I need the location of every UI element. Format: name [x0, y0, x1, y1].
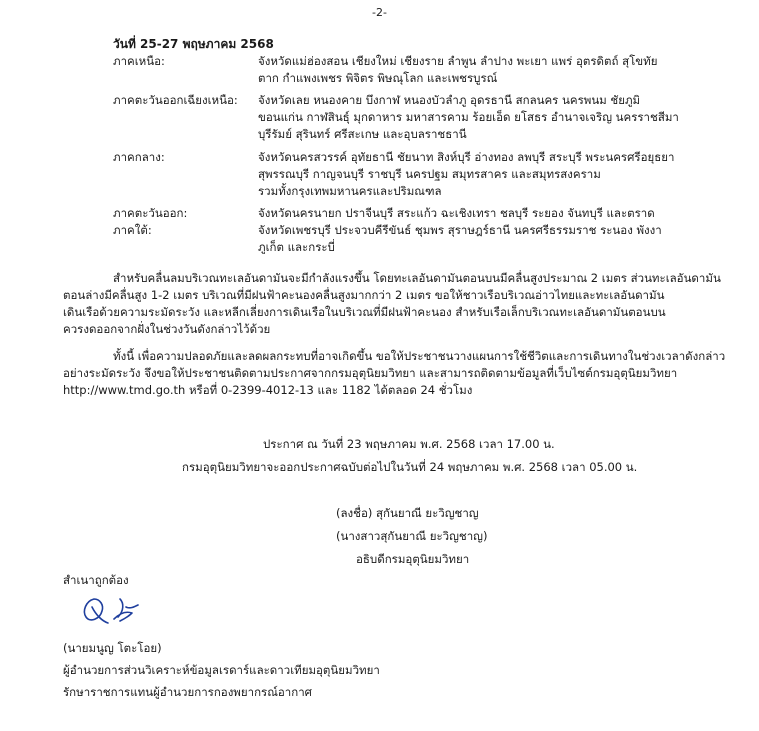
announcement-next: กรมอุตุนิยมวิทยาจะออกประกาศฉบับต่อไปในวันที่ 24 พฤษภาคม พ.ศ. 2568 เวลา 05.00 น.: [182, 460, 638, 474]
region-provinces-northeast: [258, 92, 679, 143]
region-label-south: ภาคใต้:: [113, 223, 152, 237]
region-label-north: ภาคเหนือ:: [113, 54, 165, 68]
certified-acting-position: รักษาราชการแทนผู้อำนวยการกองพยากรณ์อากาศ: [63, 685, 312, 699]
signatory-title: อธิบดีกรมอุตุนิยมวิทยา: [356, 552, 470, 566]
region-line: จังหวัดแม่ฮ่องสอน เชียงใหม่ เชียงราย ลำพูน ลำปาง พะเยา แพร่ อุตรดิตถ์ สุโขทัย: [258, 54, 658, 68]
region-line: จังหวัดเพชรบุรี ประจวบคีรีขันธ์ ชุมพร สุราษฎร์ธานี นครศรีธรรมราช ระนอง พังงา: [258, 223, 662, 237]
region-label-northeast: ภาคตะวันออกเฉียงเหนือ:: [113, 93, 238, 107]
paragraph-line: เดินเรือด้วยความระมัดระวัง และหลีกเลี่ยงการเดินเรือในบริเวณที่มีฝนฟ้าคะนอง สำหรับเรือเล็กบริเวณทะเลอันดามันตอนบน: [63, 305, 666, 319]
certified-label: สำเนาถูกต้อง: [63, 573, 129, 587]
region-line: สุพรรณบุรี กาญจนบุรี ราชบุรี นครปฐม สมุทรสาคร และสมุทรสงคราม: [258, 167, 601, 181]
paragraph-line: http://www.tmd.go.th หรือที่ 0-2399-4012-13 และ 1182 ได้ตลอด 24 ชั่วโมง: [63, 383, 473, 397]
region-provinces-central: [258, 149, 674, 200]
section-date-heading: วันที่ 25-27 พฤษภาคม 2568: [113, 37, 274, 51]
region-line: จังหวัดนครสวรรค์ อุทัยธานี ชัยนาท สิงห์บุรี อ่างทอง ลพบุรี สระบุรี พระนครศรีอยุธยา: [258, 150, 675, 164]
region-line: รวมทั้งกรุงเทพมหานครและปริมณฑล: [258, 184, 442, 198]
page-number: -2-: [372, 6, 387, 19]
region-line: จังหวัดเลย หนองคาย บึงกาฬ หนองบัวลำภู อุดรธานี สกลนคร นครพนม ชัยภูมิ: [258, 93, 641, 107]
paragraph-line: อย่างระมัดระวัง จึงขอให้ประชาชนติดตามประกาศจากกรมอุตุนิยมวิทยา และสามารถติดตามข้อมูลที่เว็บไซต์กรมอุตุนิยมวิทยา: [63, 366, 678, 380]
paragraph-line: ทั้งนี้ เพื่อความปลอดภัยและลดผลกระทบที่อาจเกิดขึ้น ขอให้ประชาชนวางแผนการใช้ชีวิตและการเดินทางในช่วงเวลาดังกล่าว: [113, 349, 726, 363]
region-line: ตาก กำแพงเพชร พิจิตร พิษณุโลก และเพชรบูรณ์: [258, 71, 498, 85]
handwritten-signature: [80, 593, 144, 627]
paragraph-line: สำหรับคลื่นลมบริเวณทะเลอันดามันจะมีกำลังแรงขึ้น โดยทะเลอันดามันตอนบนมีคลื่นสูงประมาณ 2 เมตร ส่วนทะเลอันดามัน: [113, 271, 721, 285]
region-line: บุรีรัมย์ สุรินทร์ ศรีสะเกษ และอุบลราชธานี: [258, 127, 467, 141]
signatory-name: (นางสาวสุกันยาณี ยะวิญชาญ): [336, 529, 488, 543]
region-provinces-east: [258, 205, 655, 222]
certified-position: ผู้อำนวยการส่วนวิเคราะห์ข้อมูลเรดาร์และดาวเทียมอุตุนิยมวิทยา: [63, 663, 380, 677]
certified-name: (นายมนูญ โตะโอย): [63, 641, 162, 655]
region-provinces-south: [258, 222, 662, 256]
region-label-central: ภาคกลาง:: [113, 150, 165, 164]
region-line: ภูเก็ต และกระบี่: [258, 240, 335, 254]
signatory-signed: (ลงชื่อ) สุกันยาณี ยะวิญชาญ: [336, 506, 479, 520]
region-line: จังหวัดนครนายก ปราจีนบุรี สระแก้ว ฉะเชิงเทรา ชลบุรี ระยอง จันทบุรี และตราด: [258, 206, 655, 220]
announcement-issued: ประกาศ ณ วันที่ 23 พฤษภาคม พ.ศ. 2568 เวลา 17.00 น.: [263, 437, 555, 451]
paragraph-line: ควรงดออกจากฝั่งในช่วงวันดังกล่าวไว้ด้วย: [63, 322, 271, 336]
region-line: ขอนแก่น กาฬสินธุ์ มุกดาหาร มหาสารคาม ร้อยเอ็ด ยโสธร อำนาจเจริญ นครราชสีมา: [258, 110, 679, 124]
safety-advice-paragraph: [63, 348, 725, 399]
paragraph-line: ตอนล่างมีคลื่นสูง 1-2 เมตร บริเวณที่มีฝนฟ้าคะนองคลื่นสูงมากกว่า 2 เมตร ขอให้ชาวเรือบริเวณอ่าวไทยและทะเลอันดามัน: [63, 288, 665, 302]
region-label-east: ภาคตะวันออก:: [113, 206, 188, 220]
region-provinces-north: [258, 53, 657, 87]
wave-warning-paragraph: [63, 270, 721, 338]
